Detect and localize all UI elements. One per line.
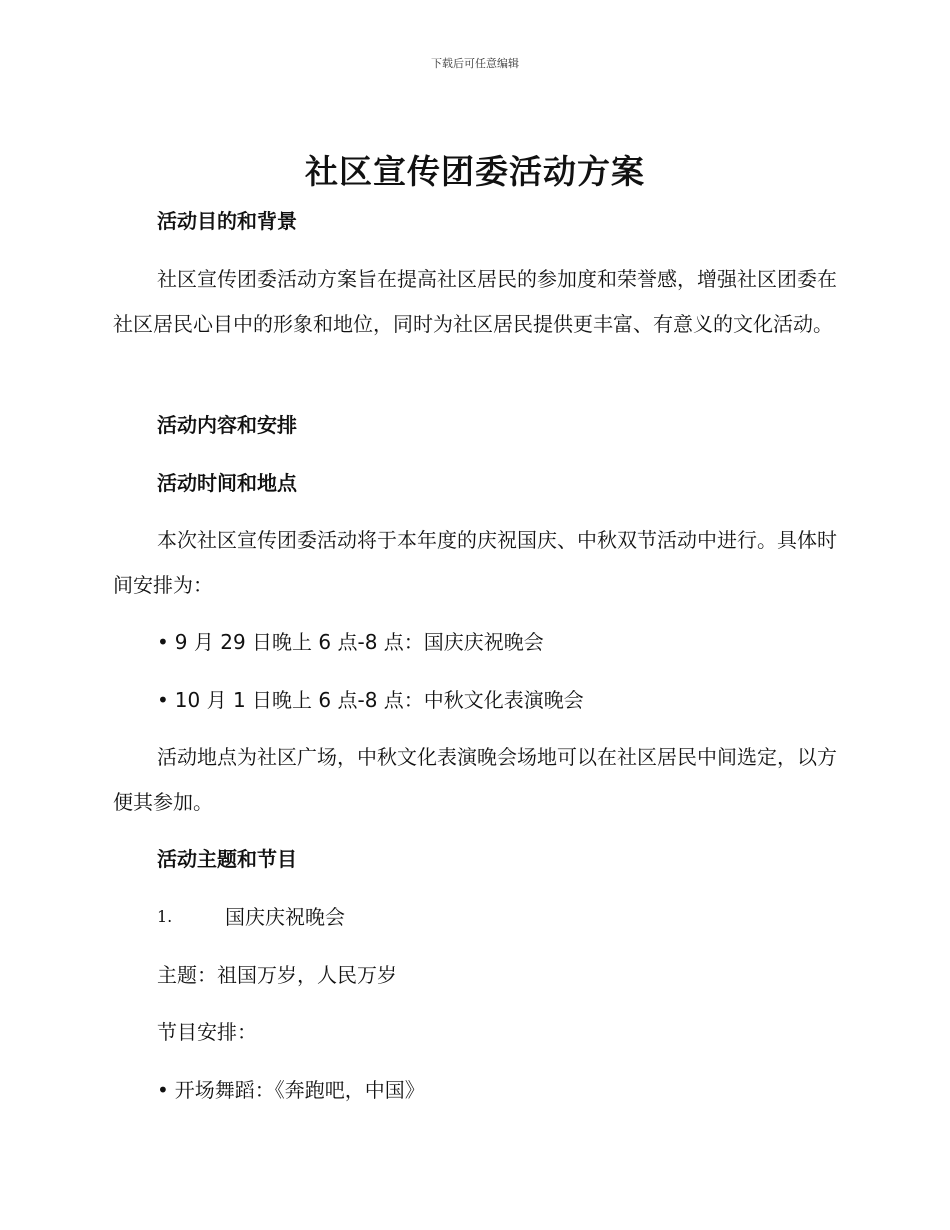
- program-item-text: 开场舞蹈：《奔跑吧，中国》: [174, 1078, 425, 1102]
- program-item: [157, 1074, 425, 1106]
- schedule-item: [157, 626, 544, 658]
- schedule-item-text: 9 月 29 日晚上 6 点-8 点：国庆庆祝晚会: [174, 630, 544, 654]
- paragraph-location: 活动地点为社区广场，中秋文化表演晚会场地可以在社区居民中间选定，以方便其参加。: [113, 745, 837, 814]
- heading-theme: 活动主题和节目: [157, 847, 297, 871]
- schedule-item-text: 10 月 1 日晚上 6 点-8 点：中秋文化表演晚会: [174, 688, 584, 712]
- bullet-icon: •: [157, 1078, 169, 1102]
- schedule-item: [157, 684, 584, 716]
- paragraph-purpose: 社区宣传团委活动方案旨在提高社区居民的参加度和荣誉感，增强社区团委在社区居民心目中的形象和地位，同时为社区居民提供更丰富、有意义的文化活动。: [113, 267, 837, 336]
- heading-purpose: 活动目的和背景: [157, 209, 297, 233]
- list-number: 1.: [157, 907, 173, 926]
- header-note: 下载后可任意编辑: [431, 57, 519, 70]
- bullet-icon: •: [157, 688, 169, 712]
- heading-time-location: 活动时间和地点: [157, 471, 297, 495]
- program-title: 国庆庆祝晚会: [225, 905, 345, 929]
- program-arrangement-label: 节目安排：: [157, 1020, 257, 1044]
- document-title: 社区宣传团委活动方案: [305, 152, 645, 191]
- bullet-icon: •: [157, 630, 169, 654]
- heading-content: 活动内容和安排: [157, 413, 297, 437]
- program-theme: 主题：祖国万岁，人民万岁: [157, 963, 397, 987]
- paragraph-time: 本次社区宣传团委活动将于本年度的庆祝国庆、中秋双节活动中进行。具体时间安排为：: [113, 528, 837, 597]
